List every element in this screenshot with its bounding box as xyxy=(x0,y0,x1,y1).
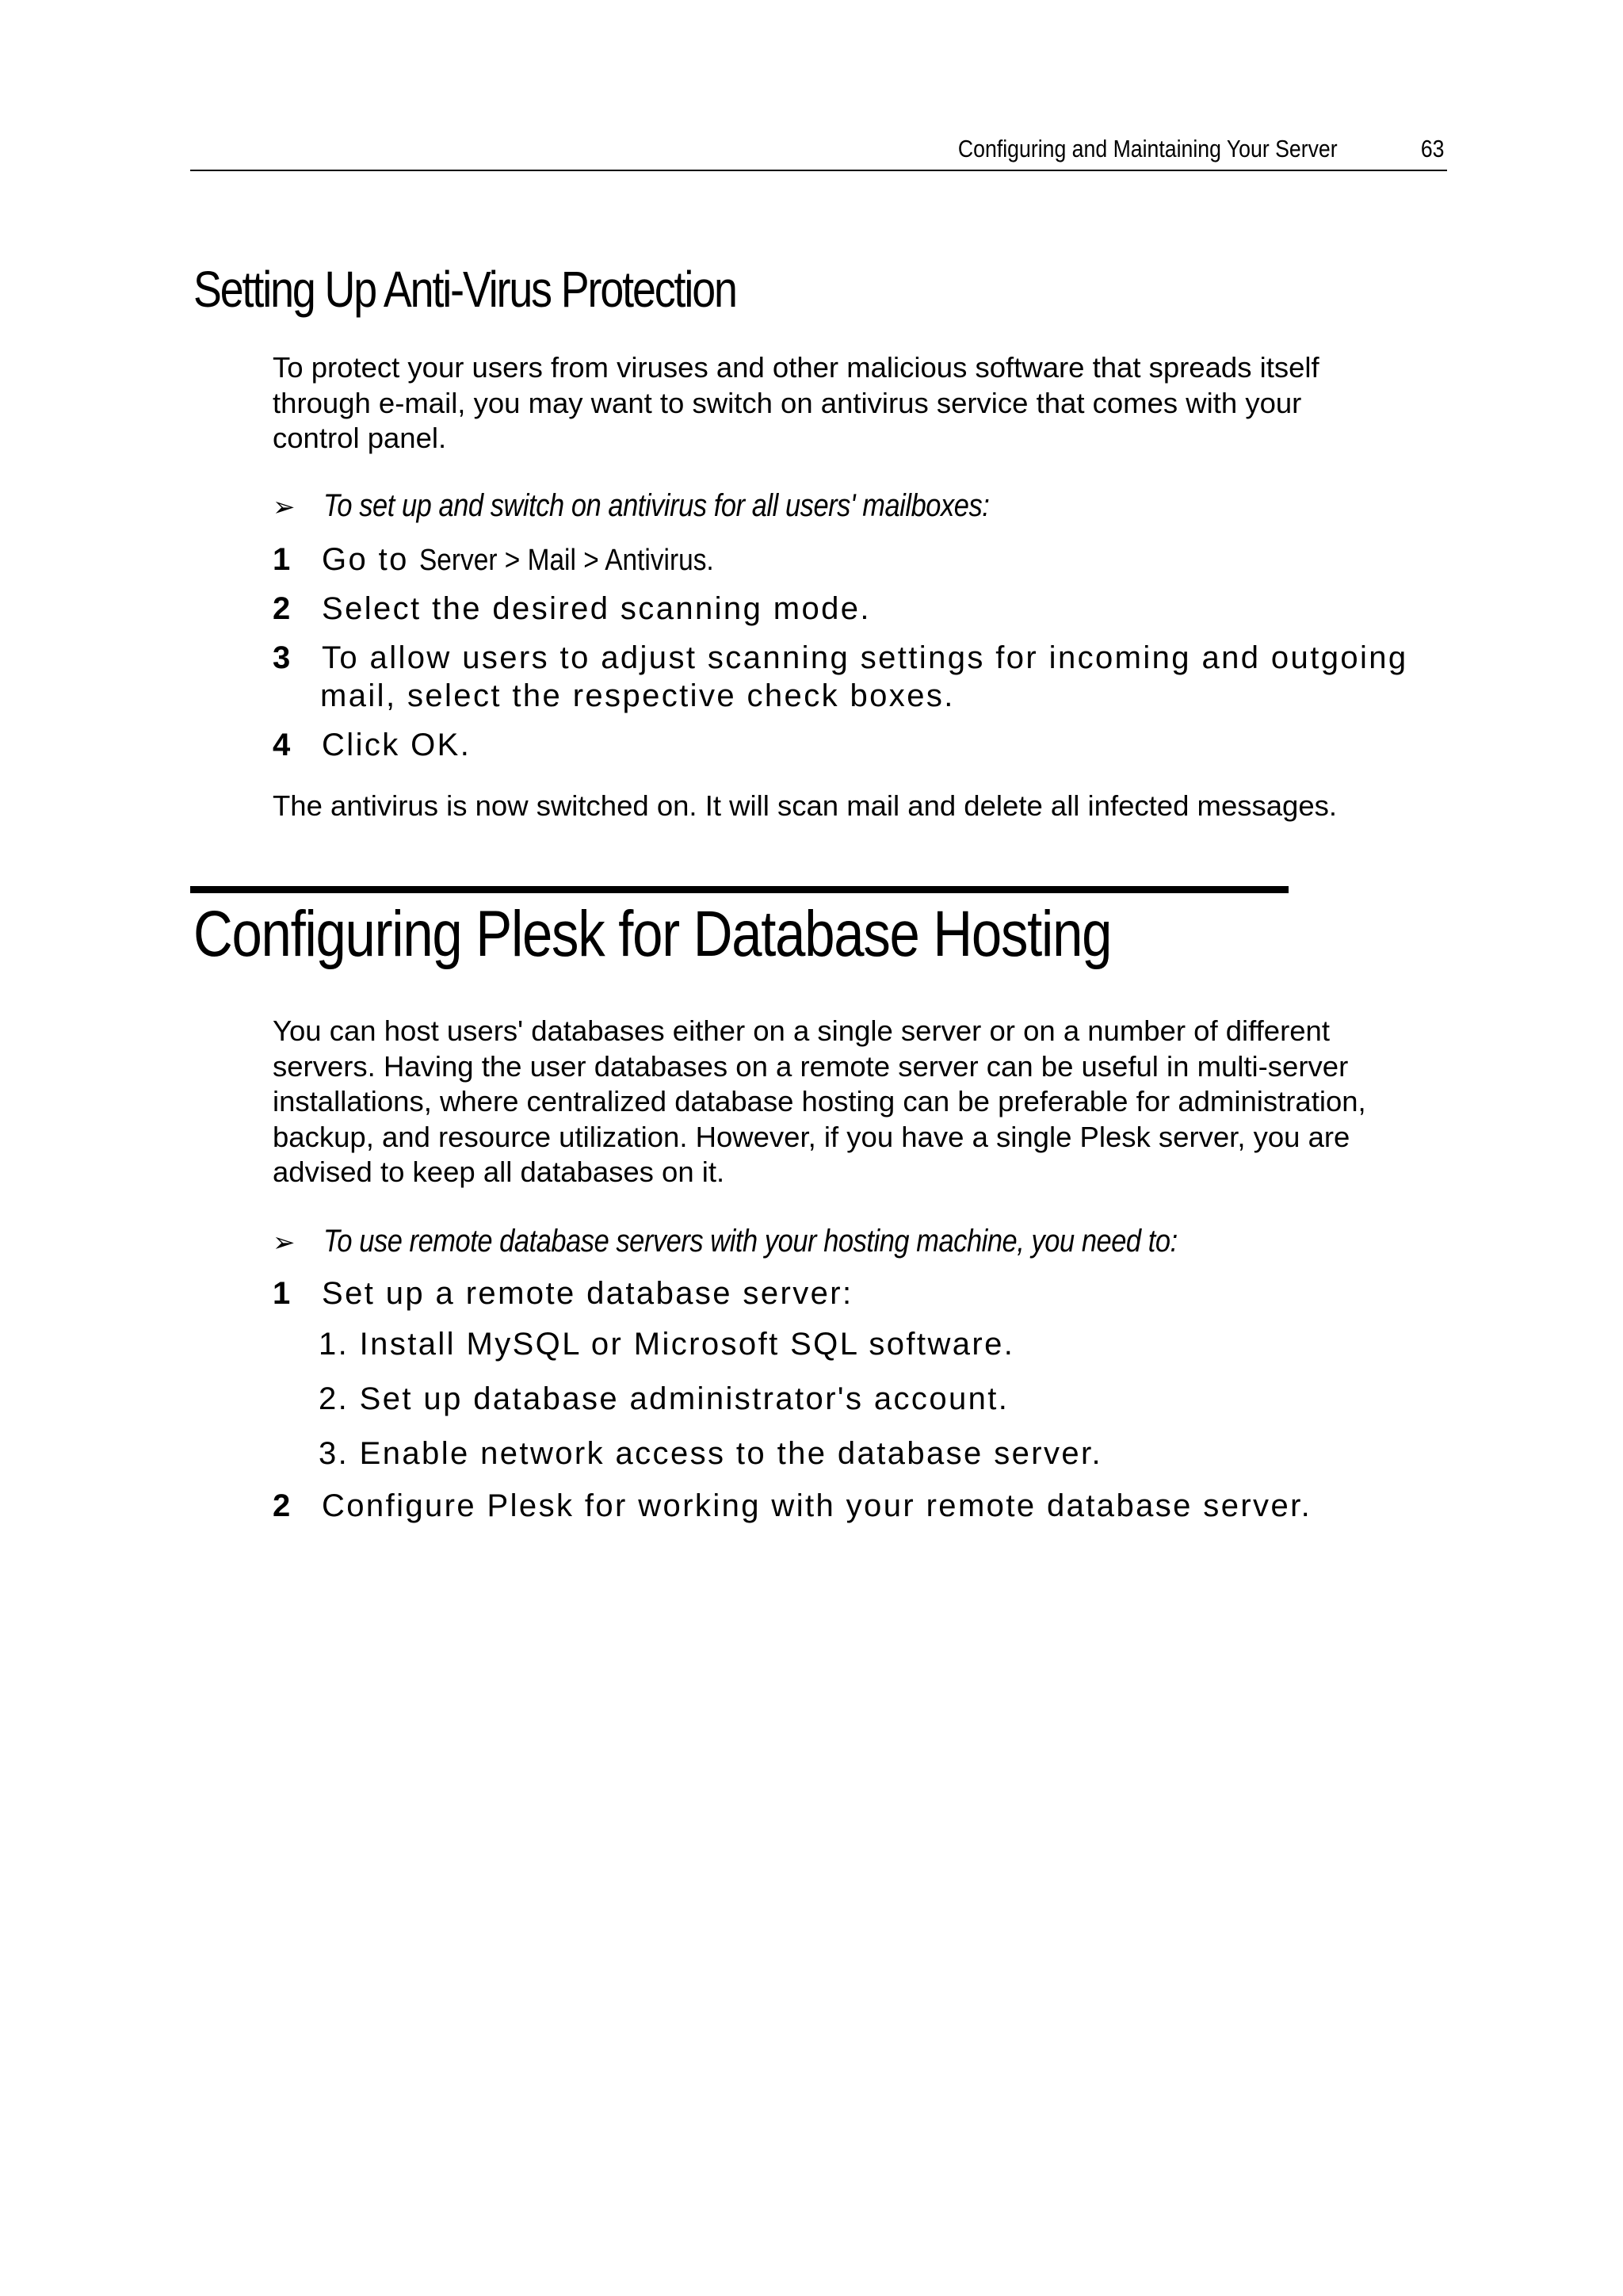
step-text-continuation: mail, select the respective check boxes. xyxy=(320,678,955,713)
intro-line: through e-mail, you may want to switch on antivirus service that comes with your xyxy=(273,386,1302,419)
step-number: 1 xyxy=(273,1276,291,1311)
ui-path xyxy=(419,541,714,579)
ui-path-mail: Mail xyxy=(527,544,577,577)
intro-line: control panel. xyxy=(273,422,447,454)
intro-line: backup, and resource utilization. However, if you have a single Plesk server, you are xyxy=(273,1120,1350,1153)
antivirus-intro-paragraph xyxy=(273,350,1438,457)
page-number: 63 xyxy=(1420,135,1444,162)
step-text-prefix: Go to xyxy=(322,542,420,577)
arrow-bullet-icon: ➢ xyxy=(273,1228,296,1258)
procedure-title-text: To set up and switch on antivirus for all users' mailboxes: xyxy=(323,488,990,523)
intro-line: advised to keep all databases on it. xyxy=(273,1156,725,1188)
path-separator: > xyxy=(576,544,605,577)
antivirus-step-1 xyxy=(273,541,754,579)
step-text-suffix: . xyxy=(706,544,715,577)
database-substep-1: 1. Install MySQL or Microsoft SQL software. xyxy=(319,1327,1015,1362)
step-number: 1 xyxy=(273,542,291,577)
step-number: 2 xyxy=(273,591,291,626)
antivirus-step-3 xyxy=(273,639,1408,715)
intro-line: servers. Having the user databases on a remote server can be useful in multi-server xyxy=(273,1049,1349,1083)
step-number: 3 xyxy=(273,640,291,675)
step-text: Set up a remote database server: xyxy=(322,1276,854,1311)
intro-line: To protect your users from viruses and other malicious software that spreads itself xyxy=(273,351,1319,384)
antivirus-procedure-title xyxy=(273,488,1098,524)
section-heading-database: Configuring Plesk for Database Hosting xyxy=(193,898,1112,970)
ui-path-antivirus: Antivirus xyxy=(605,544,707,577)
step-number: 2 xyxy=(273,1488,291,1523)
chapter-heading-rule xyxy=(190,886,1289,893)
path-separator: > xyxy=(497,544,528,577)
step-text: To allow users to adjust scanning settings for incoming and outgoing xyxy=(322,640,1408,675)
step-number: 4 xyxy=(273,728,291,762)
procedure-title-text: To use remote database servers with your hosting machine, you need to: xyxy=(323,1224,1178,1259)
intro-line: You can host users' databases either on a single server or on a number of different xyxy=(273,1014,1330,1047)
ui-path-server: Server xyxy=(419,544,498,577)
step-text: Select the desired scanning mode. xyxy=(322,591,871,626)
database-step-2 xyxy=(273,1487,1312,1525)
database-intro-paragraph xyxy=(273,1014,1438,1190)
database-substep-2: 2. Set up database administrator's account. xyxy=(319,1381,1010,1416)
antivirus-step-4 xyxy=(273,726,471,764)
database-procedure-title xyxy=(273,1224,1316,1259)
step-text: Configure Plesk for working with your remote database server. xyxy=(322,1488,1312,1523)
antivirus-result-paragraph: The antivirus is now switched on. It will scan mail and delete all infected messages. xyxy=(273,789,1338,822)
antivirus-step-2 xyxy=(273,590,871,628)
running-header-title: Configuring and Maintaining Your Server xyxy=(958,135,1338,162)
section-heading-antivirus: Setting Up Anti-Virus Protection xyxy=(193,261,736,318)
step-text: Click OK. xyxy=(322,728,472,762)
database-step-1 xyxy=(273,1274,853,1312)
intro-line: installations, where centralized database hosting can be preferable for administration, xyxy=(273,1085,1366,1117)
arrow-bullet-icon: ➢ xyxy=(273,492,296,522)
database-substep-3: 3. Enable network access to the database server. xyxy=(319,1436,1103,1471)
header-rule xyxy=(190,170,1447,171)
